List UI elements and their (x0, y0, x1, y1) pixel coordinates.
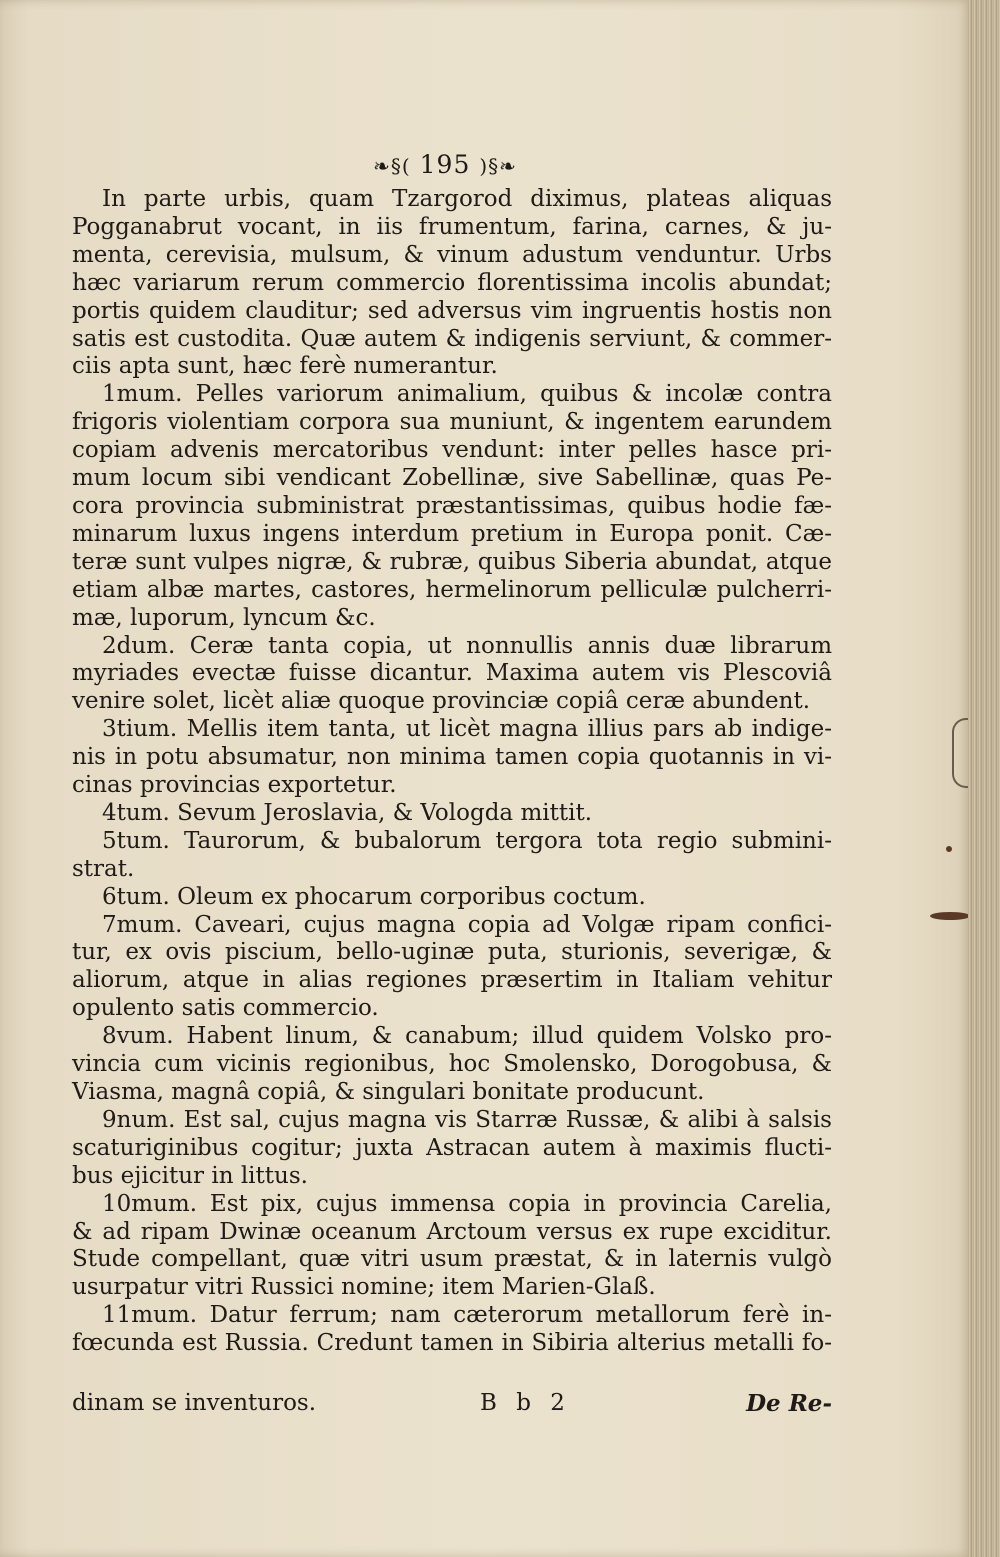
text-line: hæc variarum rerum commercio florentissima incolis abundat; (72, 269, 832, 296)
text-line: teræ sunt vulpes nigræ, & rubræ, quibus Siberia abundat, atque (72, 548, 832, 575)
text-line: 9num. Est sal, cujus magna vis Starræ Russæ, & alibi à salsis (102, 1106, 832, 1133)
text-line: fœcunda est Russia. Credunt tamen in Sibiria alterius metalli fo- (72, 1330, 832, 1357)
header-ornament-right: )§❧ (479, 154, 517, 178)
text-line: mæ, luporum, lyncum &c. (72, 604, 376, 631)
text-line: venire solet, licèt aliæ quoque provinciæ copiâ ceræ abundent. (72, 688, 811, 715)
text-line: vincia cum vicinis regionibus, hoc Smolensko, Dorogobusa, & (72, 1051, 832, 1078)
text-line: 10mum. Est pix, cujus immensa copia in provincia Carelia, (102, 1190, 832, 1217)
text-line: aliorum, atque in alias regiones præsertim in Italiam vehitur (72, 967, 832, 994)
text-line: 3tium. Mellis item tanta, ut licèt magna illius pars ab indige- (102, 716, 832, 743)
text-line: opulento satis commercio. (72, 995, 379, 1022)
ink-smudge (930, 912, 970, 920)
text-line: satis est custodita. Quæ autem & indigenis serviunt, & commer- (72, 325, 832, 352)
text-line: 1mum. Pelles variorum animalium, quibus & incolæ contra (102, 381, 832, 408)
text-line: usurpatur vitri Russici nomine; item Marien-Glaß. (72, 1274, 656, 1301)
text-line: Pogganabrut vocant, in iis frumentum, farina, carnes, & ju- (72, 213, 832, 240)
text-line: cinas provincias exportetur. (72, 772, 397, 799)
text-line: 4tum. Sevum Jeroslavia, & Vologda mittit. (102, 799, 593, 826)
text-line: 2dum. Ceræ tanta copia, ut nonnullis annis duæ librarum (102, 632, 832, 659)
signature-mark: B b 2 (480, 1390, 571, 1416)
footer-line: dinam se inventuros. (72, 1390, 317, 1416)
ink-spot (946, 846, 952, 852)
text-line: & ad ripam Dwinæ oceanum Arctoum versus ex rupe exciditur. (72, 1218, 832, 1245)
text-line: 11mum. Datur ferrum; nam cæterorum metallorum ferè in- (102, 1302, 832, 1329)
text-line: 6tum. Oleum ex phocarum corporibus coctum. (102, 883, 646, 910)
text-line: copiam advenis mercatoribus vendunt: inter pelles hasce pri- (72, 437, 832, 464)
text-line: cora provincia subministrat præstantissimas, quibus hodie fæ- (72, 492, 832, 519)
text-line: myriades evectæ fuisse dicantur. Maxima autem vis Plescoviâ (72, 660, 832, 687)
text-line: Stude compellant, quæ vitri usum præstat, & in laternis vulgò (72, 1246, 832, 1273)
text-line: 7mum. Caveari, cujus magna copia ad Volgæ ripam confici- (102, 911, 832, 938)
text-line: scaturiginibus cogitur; juxta Astracan autem à maximis flucti- (72, 1134, 832, 1161)
text-line: ciis apta sunt, hæc ferè numerantur. (72, 353, 498, 380)
text-line: frigoris violentiam corpora sua muniunt, & ingentem earundem (72, 409, 832, 436)
text-line: minarum luxus ingens interdum pretium in Europa ponit. Cæ- (72, 520, 832, 547)
page-edge (968, 0, 1000, 1557)
text-line: etiam albæ martes, castores, hermelinorum pelliculæ pulcherri- (72, 576, 832, 603)
text-line: tur, ex ovis piscium, bello-uginæ puta, sturionis, severigæ, & (72, 939, 832, 966)
text-line: nis in potu absumatur, non minima tamen copia quotannis in vi- (72, 744, 832, 771)
body-text (72, 186, 832, 1358)
text-line: bus ejicitur in littus. (72, 1162, 308, 1189)
text-line: portis quidem clauditur; sed adversus vim ingruentis hostis non (72, 297, 832, 324)
page-footer (72, 1390, 832, 1420)
page-number: 195 (419, 150, 471, 179)
text-line: In parte urbis, quam Tzargorod diximus, plateas aliquas (102, 186, 832, 212)
text-line: menta, cerevisia, mulsum, & vinum adustum venduntur. Urbs (72, 241, 832, 268)
catchword: De Re- (746, 1390, 832, 1417)
text-line: 5tum. Taurorum, & bubalorum tergora tota regio submini- (102, 827, 832, 854)
header-ornament-left: ❧§( (373, 154, 411, 178)
text-line: mum locum sibi vendicant Zobellinæ, sive Sabellinæ, quas Pe- (72, 465, 832, 492)
text-line: strat. (72, 855, 135, 882)
page-header (340, 150, 550, 186)
text-line: 8vum. Habent linum, & canabum; illud quidem Volsko pro- (102, 1023, 832, 1050)
text-line: Viasma, magnâ copiâ, & singulari bonitate producunt. (72, 1079, 705, 1105)
